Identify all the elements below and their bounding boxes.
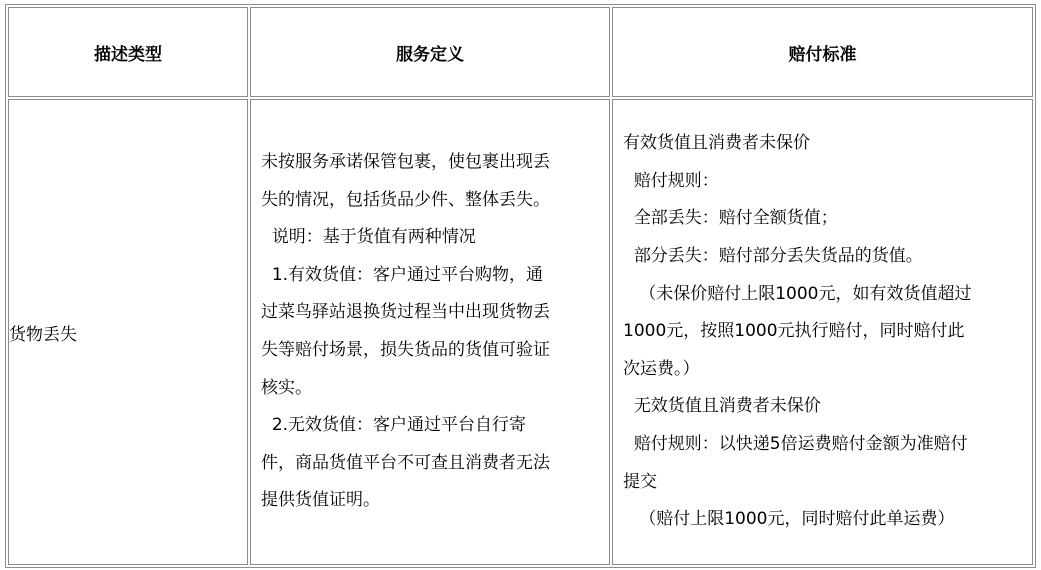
cell-service-definition xyxy=(250,99,610,565)
standard-line: 赔付规则： xyxy=(623,170,719,191)
table-row xyxy=(8,99,1033,565)
header-compensation-standard: 赔付标准 xyxy=(612,7,1033,97)
cell-description-type: 货物丢失 xyxy=(8,99,248,565)
definition-line: 说明：基于货值有两种情况 xyxy=(261,227,476,248)
definition-line: 1.有效货值：客户通过平台购物，通 xyxy=(261,264,544,285)
standard-line: 无效货值且消费者未保价 xyxy=(623,396,821,417)
standard-line: 次运费。） xyxy=(623,358,700,379)
standard-line: 全部丢失：赔付全额货值； xyxy=(623,208,838,229)
definition-line: 件，商品货值平台不可查且消费者无法 xyxy=(261,452,550,473)
compensation-table xyxy=(5,4,1036,568)
table-header-row xyxy=(8,7,1033,97)
definition-line: 过菜鸟驿站退换货过程当中出现货物丢 xyxy=(261,302,550,323)
standard-line: （未保价赔付上限1000元，如有效货值超过 xyxy=(623,283,972,304)
definition-line: 2.无效货值：客户通过平台自行寄 xyxy=(261,415,527,436)
compensation-standard-text xyxy=(613,125,1032,539)
definition-line: 核实。 xyxy=(261,377,312,398)
definition-line: 提供货值证明。 xyxy=(261,490,380,511)
definition-line: 失的情况，包括货品少件、整体丢失。 xyxy=(261,189,550,210)
standard-line: 有效货值且消费者未保价 xyxy=(623,133,810,154)
definition-line: 失等赔付场景，损失货品的货值可验证 xyxy=(261,340,550,360)
header-description-type: 描述类型 xyxy=(8,7,248,97)
header-service-definition: 服务定义 xyxy=(250,7,610,97)
standard-line: 部分丢失：赔付部分丢失货品的货值。 xyxy=(623,246,923,267)
standard-line: 提交 xyxy=(623,471,657,492)
standard-line: 赔付规则：以快递5倍运费赔付金额为准赔付 xyxy=(623,433,968,454)
standard-line: 1000元，按照1000元执行赔付，同时赔付此 xyxy=(623,321,965,342)
standard-line: （赔付上限1000元，同时赔付此单运费） xyxy=(623,509,955,530)
definition-line: 未按服务承诺保管包裹，使包裹出现丢 xyxy=(261,152,550,173)
cell-compensation-standard xyxy=(612,99,1033,565)
service-definition-text xyxy=(251,144,609,520)
